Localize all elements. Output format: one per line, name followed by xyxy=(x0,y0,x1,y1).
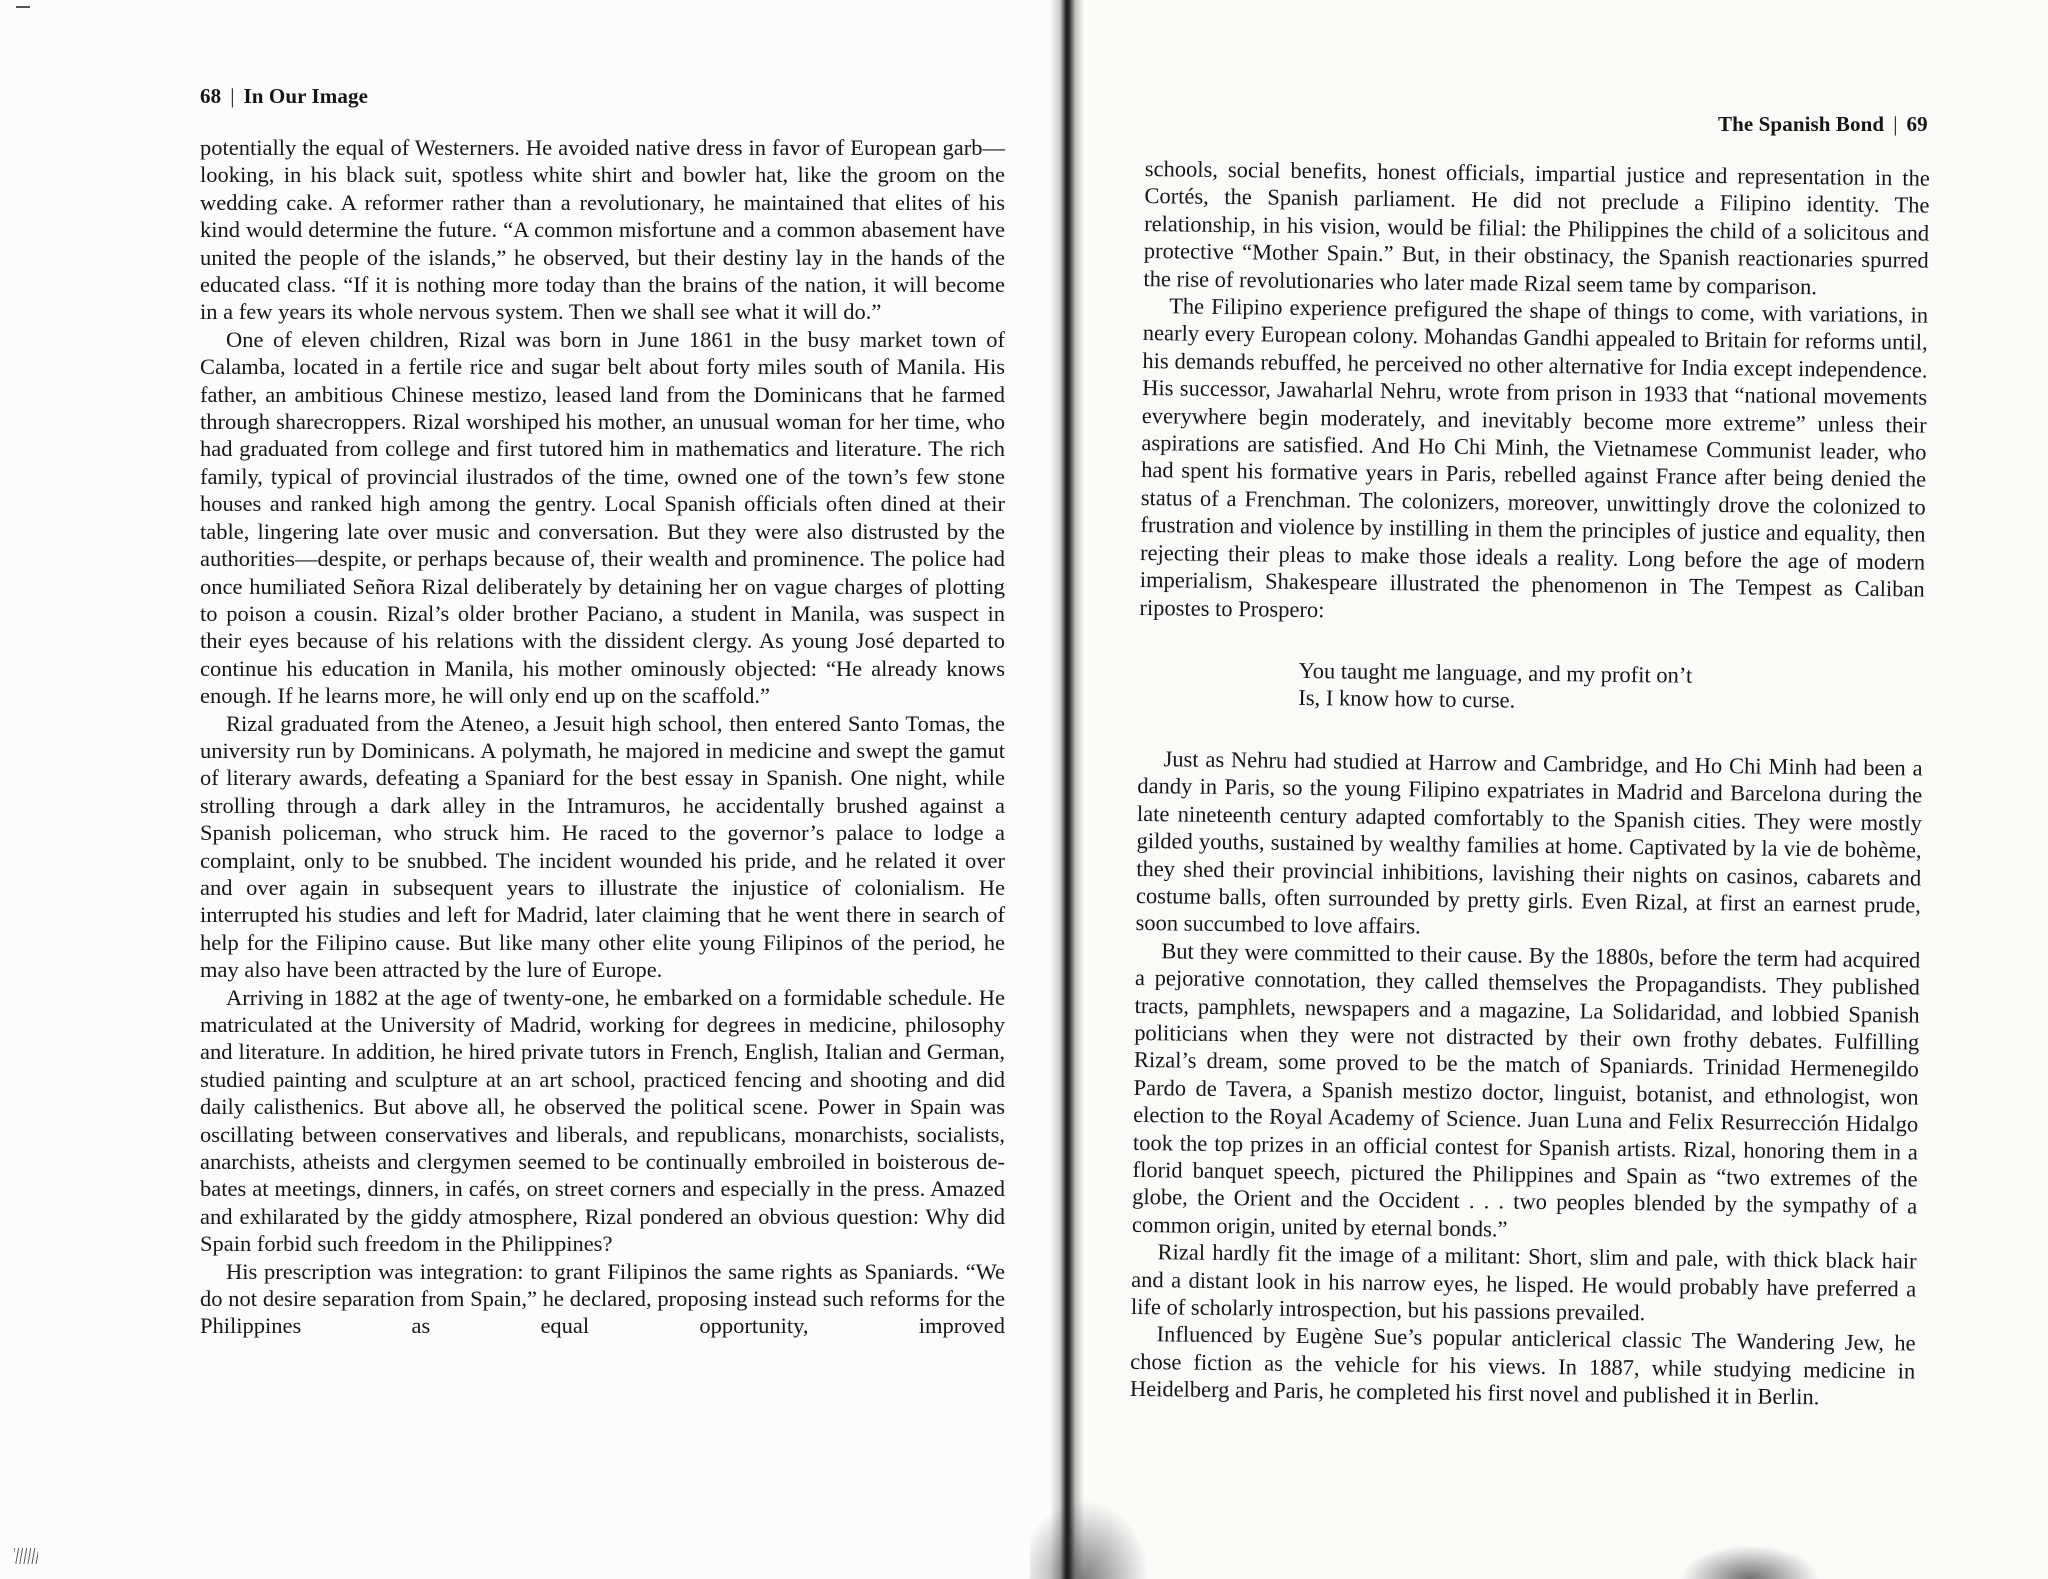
book-gutter-shadow xyxy=(1050,0,1084,1579)
quote-line: Is, I know how to curse. xyxy=(1298,684,1516,713)
paragraph: Arriving in 1882 at the age of twenty-one, he embarked on a formidable schedule. He matriculated at the University of Madrid, working for degrees in medicine, philosophy and literature. In addition, he hired private tutors in French, English, Italian and German, studied painting and sculpture at an art school, practiced fencing and shooting and did daily calisthenics. But above all, he observed the political scene. Power in Spain was oscillating between conservatives and liberals, and republicans, monarchists, socialists, anarchists, atheists and clergymen seemed to be continually embroiled in boisterous debates at meetings, dinners, in cafés, on street corners and especially in the press. Amazed and exhilarated by the giddy atmosphere, Rizal pondered an obvious question: Why did Spain forbid such freedom in the Philippines? xyxy=(200,984,1005,1257)
header-separator: | xyxy=(230,84,235,108)
book-title: In Our Image xyxy=(243,84,369,108)
chapter-title: The Spanish Bond xyxy=(1718,112,1885,136)
paragraph: schools, social benefits, honest officials, impartial justice and representation in the Cortés, the Spanish parliament. He did not preclude a Filipino identity. The relationship, in his vision, would be filial: the Philippines the child of a solicitous and protective “Mother Spain.” But, in their obstinacy, the Spanish reactionaries spurred the rise of revolutionaries who later made Rizal seem tame by comparison. xyxy=(1143,155,1930,299)
paragraph: potentially the equal of Westerners. He avoided native dress in favor of European garb—looking, in his black suit, spotless white shirt and bowler hat, like the groom on the wedding cake. A reformer rather than a revolutionary, he maintained that elites of his kind would determine the future. “A common misfortune and a common abasement have united the people of the islands,” he observed, but their destiny lay in the hands of the educated class. “If it is nothing more today than the brains of the nation, it will become in a few years its whole nervous system. Then we shall see what it will do.” xyxy=(200,135,1005,325)
paragraph: Rizal graduated from the Ateneo, a Jesuit high school, then entered Santo Tomas, the university run by Dominicans. A polymath, he majored in medicine and swept the gamut of literary awards, defeating a Spaniard for the best essay in Spanish. One night, while strolling through a dark alley in the Intramuros, he accidentally brushed against a Spanish policeman, who struck him. He raced to the governor’s palace to lodge a complaint, only to be snubbed. The incident wounded his pride, and he related it over and over again in subsequent years to illustrate the injustice of colonialism. He interrupted his studies and left for Madrid, later claiming that he went there in search of help for the Filipino cause. But like many other elite young Filipinos of the period, he may also have been attracted by the lure of Europe. xyxy=(200,710,1005,983)
scan-corner-mark xyxy=(16,6,30,12)
quote-line: You taught me language, and my profit on’t xyxy=(1298,657,1693,688)
right-running-header xyxy=(1718,112,1928,137)
paragraph: But they were committed to their cause. By the 1880s, before the term had acquired a pejorative connotation, they called themselves the Propagandists. They published tracts, pamphlets, newspapers and a magazine, La Solidaridad, and lobbied Spanish politicians when they were not distracted by their own frothy debates. Fulfilling Rizal’s dream, some proved to be the match of Spaniards. Trinidad Hermenegildo Pardo de Tavera, a Spanish mestizo doctor, linguist, botanist, and ethnologist, won election to the Royal Academy of Science. Juan Luna and Felix Resurrección Hidalgo took the top prizes in an official contest for Spanish artists. Rizal, honoring them in a florid banquet speech, pictured the Philippines and Spain as “two extremes of the globe, the Orient and the Occident . . . two peoples blended by the sympathy of a common origin, united by eternal bonds.” xyxy=(1131,938,1921,1242)
left-running-header xyxy=(200,84,368,109)
paragraph: Influenced by Eugène Sue’s popular anticlerical classic The Wandering Jew, he chose fiction as the vehicle for his views. In 1887, while studying medicine in Heidelberg and Paris, he completed his first novel and published it in Berlin. xyxy=(1129,1321,1916,1410)
gutter-bottom-shadow xyxy=(1030,1500,1150,1579)
tempest-quote xyxy=(1298,657,1924,719)
right-body-text xyxy=(1130,155,1930,1412)
scan-corner-mark xyxy=(14,1548,38,1564)
paragraph: Just as Nehru had studied at Harrow and Cambridge, and Ho Chi Minh had been a dandy in Paris, so the young Filipino expatriates in Madrid and Barcelona during the late nineteenth century adapted comfortably to the Spanish cities. They were mostly gilded youths, sustained by wealthy families at home. Captivated by la vie de bohème, they shed their provincial inhibitions, lavishing their nights on casinos, cabarets and costume balls, often surrounded by pretty girls. Even Rizal, at first an earnest prude, soon succumbed to love affairs. xyxy=(1135,746,1923,939)
paragraph: One of eleven children, Rizal was born in June 1861 in the busy market town of Calamba, located in a fertile rice and sugar belt about forty miles south of Manila. His father, an ambitious Chinese mestizo, leased land from the Dominicans that he farmed through sharecroppers. Rizal worshiped his mother, an unusual woman for her time, who had graduated from college and first tutored him in mathematics and literature. The rich family, typical of provincial ilustrados of the time, owned one of the town’s few stone houses and ranked high among the gentry. Local Spanish officials often dined at their table, lingering late over music and conversation. But they were also distrusted by the authorities—despite, or perhaps because of, their wealth and prominence. The police had once humiliated Señora Rizal deliberately by detaining her on vague charges of plotting to poison a cousin. Rizal’s older brother Paciano, a student in Manila, was suspect in their eyes because of his relations with the dissident clergy. As young José departed to continue his education in Manila, his mother ominously objected: “He already knows enough. If he learns more, he will only end up on the scaffold.” xyxy=(200,326,1005,709)
paragraph: His prescription was integration: to grant Filipinos the same rights as Spaniards. “We do not desire separation from Spain,” he declared, proposing instead such reforms for the Philippines as equal opportunity, improved xyxy=(200,1258,1005,1339)
left-body-text xyxy=(200,134,1005,1340)
scan-smudge xyxy=(1680,1545,1820,1579)
header-separator: | xyxy=(1893,112,1898,136)
left-page-number: 68 xyxy=(200,84,222,108)
paragraph: The Filipino experience prefigured the shape of things to come, with variations, in nearly every European colony. Mohandas Gandhi appealed to Britain for reforms until, his demands rebuffed, he perceived no other alternative for India except independence. His successor, Jawaharlal Nehru, wrote from prison in 1933 that “national movements everywhere begin moderately, and inevitably become more extreme” unless their aspirations are satisfied. And Ho Chi Minh, the Vietnamese Communist leader, who had spent his formative years in Paris, rebelled against France after being denied the status of a Frenchman. The colonizers, moreover, unwittingly drove the colonized to frustration and violence by instilling in them the principles of justice and equality, then rejecting their pleas to make those ideals a reality. Long before the age of modern imperialism, Shakespeare illustrated the phenomenon in The Tempest as Caliban ripostes to Prospero: xyxy=(1139,293,1929,622)
right-page-number: 69 xyxy=(1906,112,1928,136)
paragraph: Rizal hardly fit the image of a militant: Short, slim and pale, with thick black hair and a distant look in his narrow eyes, he lisped. He would probably have preferred a life of scholarly introspection, but his passions prevailed. xyxy=(1130,1239,1917,1326)
